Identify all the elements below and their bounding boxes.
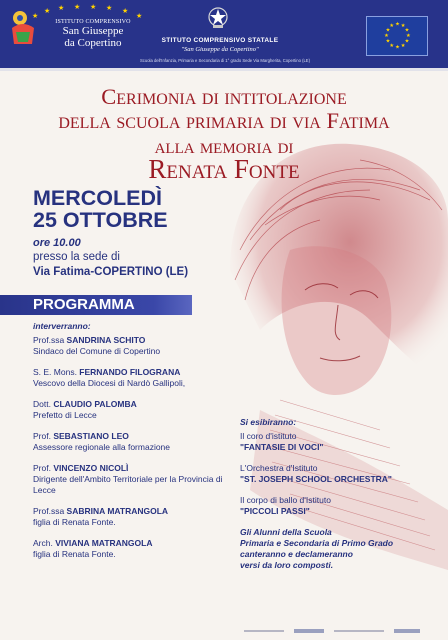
svg-text:★: ★ xyxy=(74,4,81,11)
performer-item xyxy=(240,431,440,453)
pupils-line-4: versi da loro composti. xyxy=(240,560,334,570)
event-day: MERCOLEDÌ xyxy=(33,186,162,210)
speaker-role: figlia di Renata Fonte. xyxy=(33,549,116,559)
svg-text:★: ★ xyxy=(389,22,395,29)
speaker-role: Sindaco del Comune di Copertino xyxy=(33,346,161,356)
speaker-title: Dott. xyxy=(33,399,54,409)
svg-text:★: ★ xyxy=(136,13,143,20)
svg-text:★: ★ xyxy=(400,42,406,49)
svg-text:★: ★ xyxy=(400,22,406,29)
school-name-line1: San Giuseppe xyxy=(62,25,124,37)
svg-text:★: ★ xyxy=(395,44,400,51)
svg-text:★: ★ xyxy=(385,38,391,45)
event-date: 25 OTTOBRE xyxy=(33,208,168,232)
svg-text:★: ★ xyxy=(122,8,129,15)
speaker-item xyxy=(33,367,263,389)
event-hour: ore 10.00 xyxy=(33,237,81,249)
footer-printer-mark xyxy=(244,628,424,634)
speakers-list xyxy=(33,321,263,560)
school-name-line2: da Copertino xyxy=(64,37,122,49)
speakers-intro: interverranno: xyxy=(33,321,91,331)
performer-prefix: L'Orchestra d'Istituto xyxy=(240,463,318,473)
title-line-3: alla memoria di xyxy=(154,134,294,158)
pupils-line-1: Gli Alunni della Scuola xyxy=(240,527,332,537)
performers-intro: Si esibiranno: xyxy=(240,417,297,427)
performer-name: "PICCOLI PASSI" xyxy=(240,506,310,516)
performers-list xyxy=(240,417,440,571)
institute-subtitle: "San Giuseppe da Copertino" xyxy=(181,46,259,53)
svg-text:★: ★ xyxy=(32,13,39,20)
performer-prefix: Il corpo di ballo d'Istituto xyxy=(240,495,331,505)
speaker-title: Prof. xyxy=(33,431,54,441)
svg-text:★: ★ xyxy=(404,38,410,45)
svg-text:★: ★ xyxy=(395,21,400,28)
svg-text:★: ★ xyxy=(385,27,391,34)
pupils-note xyxy=(240,527,440,571)
pupils-line-3: canteranno e declameranno xyxy=(240,549,353,559)
speaker-name: VIVIANA MATRANGOLA xyxy=(55,538,153,548)
speaker-role: Assessore regionale alla formazione xyxy=(33,442,171,452)
event-venue-line1: presso la sede di xyxy=(33,251,120,263)
pupils-line-2: Primaria e Secondaria di Primo Grado xyxy=(240,538,394,548)
eu-flag-icon xyxy=(366,16,428,56)
performer-prefix: Il coro d'istituto xyxy=(240,431,297,441)
speaker-name: CLAUDIO PALOMBA xyxy=(53,399,137,409)
svg-text:★: ★ xyxy=(406,32,411,39)
svg-text:★: ★ xyxy=(384,32,389,39)
title-line-4: Renata Fonte xyxy=(148,154,300,184)
speaker-item xyxy=(33,335,263,357)
speaker-item xyxy=(33,431,263,453)
header-divider xyxy=(0,68,448,71)
performer-item xyxy=(240,495,440,517)
speaker-title: Prof.ssa xyxy=(33,506,67,516)
speaker-name: SEBASTIANO LEO xyxy=(53,431,129,441)
speaker-item xyxy=(33,463,263,496)
school-name-block xyxy=(38,5,148,49)
event-venue-line2: Via Fatima-COPERTINO (LE) xyxy=(33,266,189,278)
speaker-name: SANDRINA SCHITO xyxy=(66,335,146,345)
svg-text:★: ★ xyxy=(44,8,51,15)
speaker-role: Vescovo della Diocesi di Nardò Gallipoli, xyxy=(33,378,186,388)
svg-text:★: ★ xyxy=(58,5,65,12)
speaker-role: Dirigente dell'Ambito Territoriale per la Provincia di Lecce xyxy=(33,474,223,495)
speaker-name: VINCENZO NICOLÌ xyxy=(53,463,129,473)
svg-text:★: ★ xyxy=(90,4,97,11)
speaker-title: Arch. xyxy=(33,538,56,548)
speaker-name: FERNANDO FILOGRANA xyxy=(79,367,181,377)
italian-republic-emblem-icon xyxy=(207,6,229,30)
header-banner xyxy=(0,0,448,68)
institute-title: STITUTO COMPRENSIVO STATALE xyxy=(161,37,279,44)
institute-title-block xyxy=(150,37,290,53)
speaker-item xyxy=(33,399,263,421)
title-line-1: Cerimonia di intitolazione xyxy=(101,84,347,109)
performer-name: "ST. JOSEPH SCHOOL ORCHESTRA" xyxy=(240,474,392,484)
speaker-title: Prof. xyxy=(33,463,54,473)
speaker-title: S. E. Mons. xyxy=(33,367,80,377)
title-line-2: della scuola primaria di via Fatima xyxy=(58,108,390,133)
performer-item xyxy=(240,463,440,485)
school-logo-icon xyxy=(8,6,38,48)
speaker-name: SABRINA MATRANGOLA xyxy=(66,506,169,516)
school-small-label: ISTITUTO COMPRENSIVO xyxy=(55,19,131,25)
event-details xyxy=(33,187,233,278)
speaker-item xyxy=(33,506,263,528)
speaker-item xyxy=(33,538,263,560)
performer-name: "FANTASIE DI VOCI" xyxy=(240,442,324,452)
speaker-role: figlia di Renata Fonte. xyxy=(33,517,116,527)
programma-bar: PROGRAMMA xyxy=(0,295,192,315)
speaker-role: Prefetto di Lecce xyxy=(33,410,97,420)
speaker-title: Prof.ssa xyxy=(33,335,67,345)
institute-address: Scuola dell'Infanzia, Primaria e Secondaria di 1° grado Sede Via Margherita, Copertino (LE) xyxy=(140,58,310,63)
svg-text:★: ★ xyxy=(404,27,410,34)
svg-text:★: ★ xyxy=(106,5,113,12)
svg-text:★: ★ xyxy=(389,42,395,49)
